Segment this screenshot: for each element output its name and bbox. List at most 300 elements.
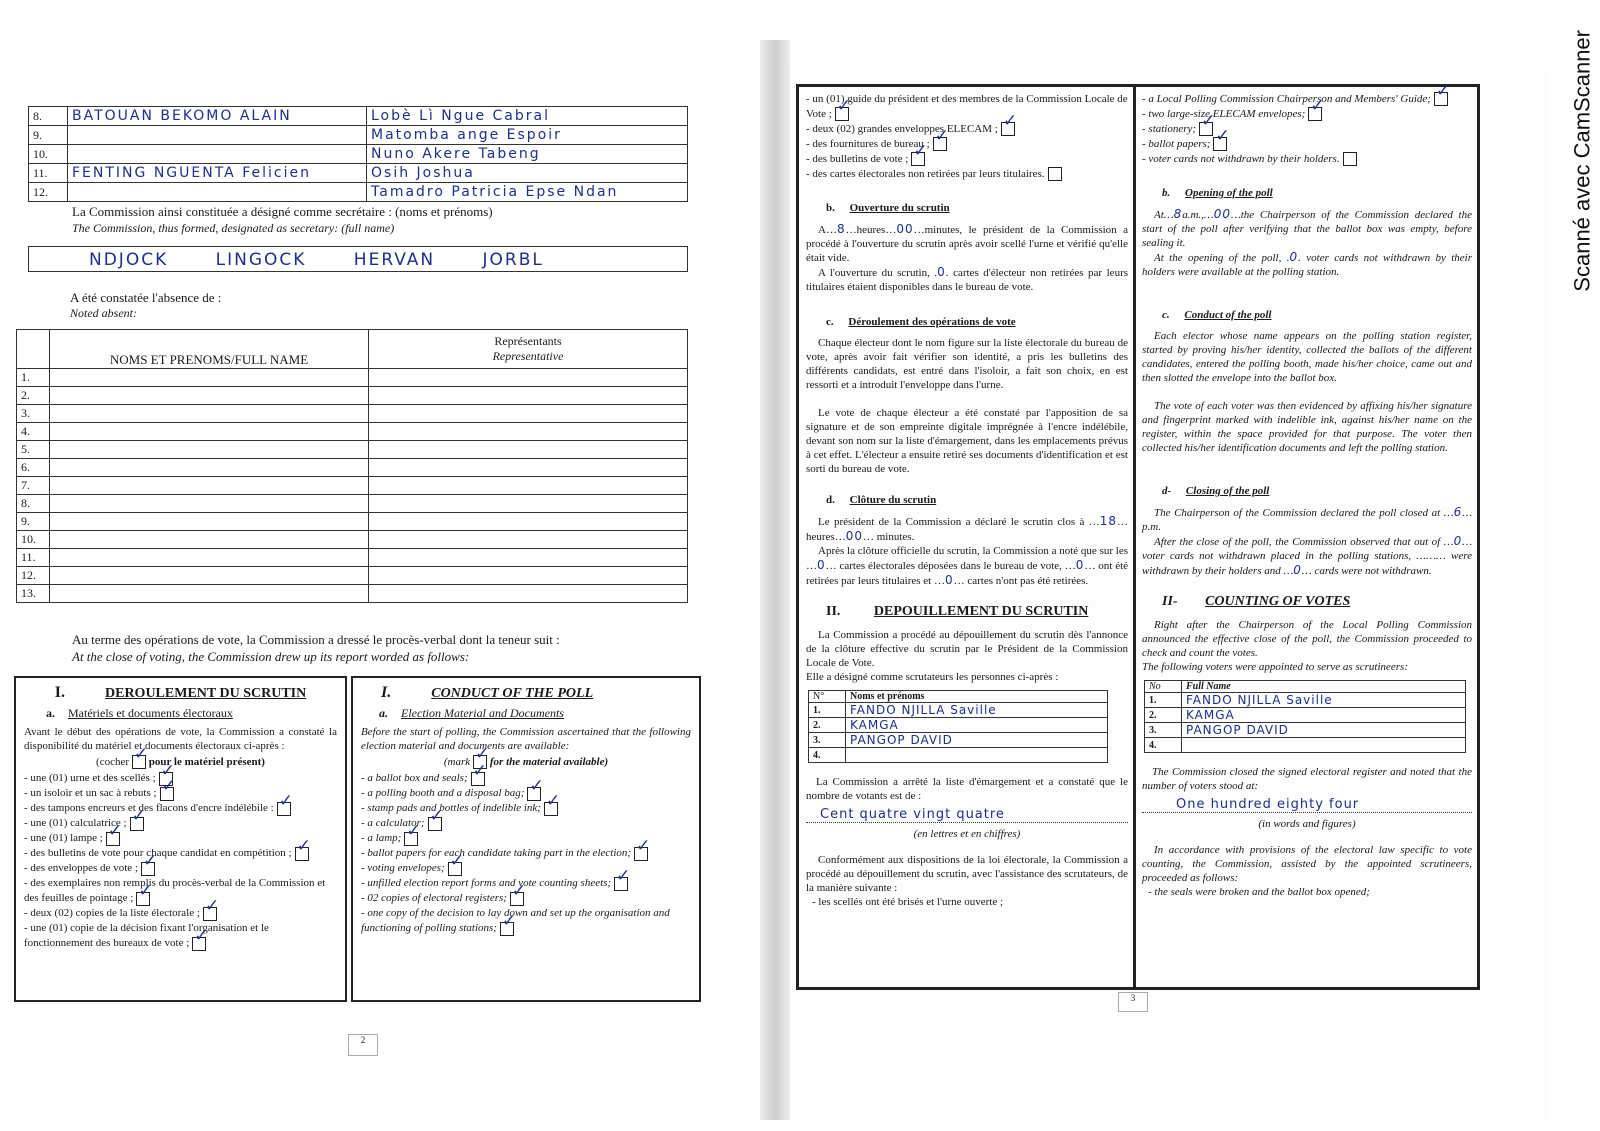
absent-row bbox=[17, 387, 688, 405]
secretary-label-en: The Commission, thus formed, designated as secretary: (full name) bbox=[72, 221, 395, 235]
secretary-label-fr: La Commission ainsi constituée a désigné comme secrétaire : (noms et prénoms) bbox=[72, 204, 493, 219]
checkbox-icon bbox=[634, 847, 648, 861]
scrutineers-table-fr bbox=[808, 690, 1108, 763]
member-name bbox=[68, 183, 367, 202]
material-item bbox=[806, 167, 1128, 182]
absent-row-rep bbox=[369, 459, 688, 477]
scrutineer-row bbox=[809, 733, 1108, 748]
material-item-label: - stamp pads and bottles of indelible ink; bbox=[361, 802, 541, 815]
scrutineer-row bbox=[809, 718, 1108, 733]
material-item-label: - une (01) calculatrice ; bbox=[24, 817, 127, 830]
absent-row bbox=[17, 459, 688, 477]
subsection-fr bbox=[46, 706, 337, 721]
member-num: 12. bbox=[29, 183, 68, 202]
member-num: 8. bbox=[29, 107, 68, 126]
scrutineer-name: FANDO NJILLA Saville bbox=[846, 703, 1108, 718]
voters-words-fr: Cent quatre vingt quatre bbox=[806, 807, 1128, 823]
absent-row-name bbox=[50, 459, 369, 477]
section-conduct-fr bbox=[14, 676, 347, 1002]
voters-hint-en: (in words and figures) bbox=[1258, 818, 1356, 830]
member-num: 10. bbox=[29, 145, 68, 164]
absent-header-rep-fr: Représentants bbox=[494, 334, 562, 348]
checkbox-icon bbox=[203, 907, 217, 921]
member-party: Lobè Lì Ngue Cabral bbox=[367, 107, 688, 126]
opening-minutes-fr: 00 bbox=[896, 222, 914, 236]
members-table bbox=[28, 106, 688, 202]
closing-heading-fr bbox=[806, 494, 1128, 506]
scrutineers-h1-en: No bbox=[1145, 681, 1182, 693]
material-item bbox=[24, 846, 337, 861]
material-item bbox=[806, 152, 1128, 167]
closing-fr-a: Le président de la Commission a déclaré le scrutin clos à bbox=[818, 516, 1085, 528]
absent-row bbox=[17, 585, 688, 603]
material-item bbox=[1142, 92, 1472, 107]
absent-row bbox=[17, 369, 688, 387]
absent-row-rep bbox=[369, 441, 688, 459]
absent-table bbox=[16, 329, 688, 603]
member-party: Matomba ange Espoir bbox=[367, 126, 688, 145]
material-item-label: - unfilled election report forms and vote counting sheets; bbox=[361, 877, 612, 890]
scrutineer-num: 1. bbox=[1145, 693, 1182, 708]
subsection-en bbox=[379, 706, 691, 721]
checkbox-icon bbox=[1308, 107, 1322, 121]
counting-p5-en: - the seals were broken and the ballot box opened; bbox=[1148, 886, 1370, 898]
absent-row-name bbox=[50, 495, 369, 513]
material-item-label: - voting envelopes; bbox=[361, 862, 445, 875]
absent-row-num: 9. bbox=[17, 513, 50, 531]
scrutineer-name: KAMGA bbox=[846, 718, 1108, 733]
material-item-label: - des fournitures de bureau ; bbox=[806, 138, 930, 150]
counting-p5-fr: - les scellés ont été brisés et l'urne ouverte ; bbox=[812, 896, 1004, 908]
checkbox-icon bbox=[1048, 167, 1062, 181]
counting-heading-fr bbox=[806, 604, 1128, 620]
opening-label-fr: b. bbox=[826, 202, 835, 214]
absent-row-rep bbox=[369, 405, 688, 423]
absent-row-name bbox=[50, 549, 369, 567]
closing-en-d: voter cards not withdrawn placed in the polling stations, bbox=[1142, 550, 1412, 562]
closing-text-en: At the close of voting, the Commission drew up its report worded as follows: bbox=[72, 649, 470, 664]
checkbox-icon bbox=[933, 137, 947, 151]
tick-hint-en-a: (mark bbox=[443, 756, 471, 768]
member-party: Nuno Akere Tabeng bbox=[367, 145, 688, 164]
scrutineer-row bbox=[1145, 693, 1466, 708]
opening-text-en: At…8a.m.,…00…the Chairperson of the Commission declared the start of the poll after verifying that the ballot box was empty, before sealing it. bbox=[1142, 207, 1472, 249]
closing-heading-en bbox=[1142, 485, 1472, 497]
voters-hint-fr: (en lettres et en chiffres) bbox=[913, 828, 1021, 840]
scrutineer-num: 3. bbox=[809, 733, 846, 748]
conduct-p1-fr: Chaque électeur dont le nom figure sur la liste électorale du bureau de vote, après avoir fait vérifier son identité, a pris les bulletins des différents candidats, est entré dans l'isoloir, a fait son choix, en est ressorti et a introduit l'enveloppe dans l'urne. bbox=[806, 337, 1128, 391]
opening-heading-en bbox=[1142, 187, 1472, 199]
material-item-label: - des enveloppes de vote ; bbox=[24, 862, 138, 875]
secretary-box bbox=[28, 246, 688, 272]
closing-minutes-fr: 00 bbox=[845, 529, 863, 543]
material-item-label: - deux (02) grandes enveloppes ELECAM ; bbox=[806, 123, 998, 135]
absent-row-rep bbox=[369, 567, 688, 585]
absent-row-rep bbox=[369, 549, 688, 567]
closing-n2-fr: 0 bbox=[1075, 558, 1085, 572]
closing-text-fr: Au terme des opérations de vote, la Commission a dressé le procès-verbal dont la teneur suit : bbox=[72, 632, 560, 647]
material-item bbox=[806, 92, 1128, 122]
section-num-fr: I. bbox=[54, 684, 65, 701]
material-item-label: - a calculator; bbox=[361, 817, 425, 830]
conduct-p2-fr: Le vote de chaque électeur a été constaté par l'apposition de sa signature et de son empreinte digitale imprégnée à l'encre indélébile, devant son nom sur la liste d'émargement, dans les emplacements prévus à cet effet. L'électeur a ensuite retiré ses documents d'identification et est sorti du bureau de vote. bbox=[806, 407, 1128, 475]
member-row bbox=[29, 183, 688, 202]
section-heading-en: CONDUCT OF THE POLL bbox=[431, 686, 594, 701]
material-item bbox=[806, 122, 1128, 137]
absent-row bbox=[17, 441, 688, 459]
scrutineers-h2-fr: Noms et prénoms bbox=[846, 691, 1108, 703]
closing-fr-g: cartes n'ont pas été retirées. bbox=[967, 575, 1089, 587]
closing-n1-en: 0 bbox=[1453, 534, 1463, 548]
closing-hour-fr: 18 bbox=[1099, 514, 1117, 528]
material-item-label: - 02 copies of electoral registers; bbox=[361, 892, 507, 905]
counting-p1-fr: La Commission a procédé au dépouillement du scrutin dès l'annonce de la clôture effective du scrutin par le Président de la Commission Locale de Vote. bbox=[806, 629, 1128, 669]
counting-p4-en: In accordance with provisions of the electoral law specific to vote counting, the Commission, assisted by the appointed scrutineers, proceeded as follows: bbox=[1142, 844, 1472, 884]
section-title-en bbox=[361, 684, 691, 702]
material-item-label: - ballot papers; bbox=[1142, 138, 1211, 150]
absent-header-rep bbox=[369, 330, 688, 369]
scrutineer-num: 2. bbox=[809, 718, 846, 733]
checkbox-icon bbox=[132, 755, 146, 769]
checkbox-icon bbox=[141, 862, 155, 876]
closing-en-a: The Chairperson of the Commission declared the poll closed at bbox=[1154, 507, 1441, 519]
member-party: Osih Joshua bbox=[367, 164, 688, 183]
member-party: Tamadro Patricia Epse Ndan bbox=[367, 183, 688, 202]
closing-n1-fr: 0 bbox=[817, 558, 826, 572]
absent-row-num: 11. bbox=[17, 549, 50, 567]
voters-words-en: One hundred eighty four bbox=[1142, 797, 1472, 813]
section-conduct-en bbox=[351, 676, 701, 1002]
opening-en-t3: the Chairperson of the Commission declared the start of the poll after verifying that the ballot box was empty, before sealing it. bbox=[1142, 209, 1472, 249]
absent-row bbox=[17, 513, 688, 531]
scrutineer-row bbox=[809, 748, 1108, 763]
checkbox-icon bbox=[1213, 137, 1227, 151]
absent-label-fr: A été constatée l'absence de : bbox=[70, 290, 222, 305]
closing-n3-fr: 0 bbox=[944, 573, 954, 587]
tick-hint-fr-a: (cocher bbox=[96, 756, 130, 768]
closing-p2-en: After the close of the poll, the Commission observed that out of …0… voter cards not withdrawn placed in the polling stations, ……… were withdrawn by their holders and …0… cards were not withdrawn. bbox=[1142, 534, 1473, 577]
closing-en-f: cards were not withdrawn. bbox=[1314, 565, 1432, 577]
absent-row-num: 6. bbox=[17, 459, 50, 477]
material-list-en-cont bbox=[1142, 92, 1472, 167]
absent-row-rep bbox=[369, 369, 688, 387]
subsection-title-en: Election Material and Documents bbox=[401, 706, 564, 720]
checkbox-icon bbox=[428, 817, 442, 831]
checkbox-icon bbox=[835, 107, 849, 121]
counting-num-en: II- bbox=[1162, 594, 1178, 609]
member-name: FENTING NGUENTA Felicien bbox=[68, 164, 367, 183]
material-item bbox=[361, 786, 691, 801]
tick-hint-fr-b: pour le matériel présent) bbox=[148, 756, 265, 768]
absent-row-name bbox=[50, 567, 369, 585]
material-item-label: - un (01) guide du président et des membres de la Commission Locale de Vote ; bbox=[806, 93, 1128, 120]
scrutineer-num: 3. bbox=[1145, 723, 1182, 738]
member-row bbox=[29, 126, 688, 145]
conduct-p1-en: Each elector whose name appears on the polling station register, started by proving his/her identity, collected the ballots of the different candidates, entered the polling booth, made his/her choice, came out and then slotted the envelope into the ballot box. bbox=[1142, 330, 1472, 384]
opening-minutes-en: 00 bbox=[1213, 207, 1231, 221]
scrutineer-row bbox=[1145, 708, 1466, 723]
opening-title-en: Opening of the poll bbox=[1185, 187, 1273, 199]
absent-row-rep bbox=[369, 531, 688, 549]
material-item-label: - des tampons encreurs et des flacons d'encre indélébile : bbox=[24, 802, 274, 815]
closing-title-en: Closing of the poll bbox=[1185, 485, 1270, 497]
material-item bbox=[361, 801, 691, 816]
scrutineer-num: 1. bbox=[809, 703, 846, 718]
absent-row-name bbox=[50, 369, 369, 387]
opening-cards-count-en: 0 bbox=[1289, 250, 1299, 264]
material-item bbox=[361, 846, 691, 861]
material-item bbox=[24, 771, 337, 786]
opening-en-t1: At bbox=[1154, 209, 1164, 221]
absent-row-num: 10. bbox=[17, 531, 50, 549]
intro-fr: Avant le début des opérations de vote, la Commission a constaté la disponibilité du matériel et documents électoraux ci-après : bbox=[24, 726, 337, 752]
material-item-label: - une (01) urne et des scellés ; bbox=[24, 772, 156, 785]
material-item-label: - des exemplaires non remplis du procès-verbal de la Commission et des feuilles de pointage ; bbox=[24, 877, 326, 905]
absent-row-num: 7. bbox=[17, 477, 50, 495]
counting-p1-en: Right after the Chairperson of the Local Polling Commission announced the effective close of the poll, the Commission proceeded to check and count the votes. bbox=[1142, 619, 1472, 659]
scrutineers-h1-fr: N° bbox=[809, 691, 846, 703]
counting-p3-fr: La Commission a arrêté la liste d'émargement et a constaté que le nombre de votants est de : bbox=[806, 776, 1128, 802]
opening-en-t4: At the opening of the poll, bbox=[1154, 252, 1282, 264]
checkbox-icon bbox=[136, 892, 150, 906]
absent-row-rep bbox=[369, 495, 688, 513]
opening-heading-fr bbox=[806, 202, 1128, 214]
scrutineer-num: 4. bbox=[1145, 738, 1182, 753]
absent-row-name bbox=[50, 423, 369, 441]
material-item bbox=[24, 831, 337, 846]
closing-fr-d: Après la clôture officielle du scrutin, la Commission a noté que sur les bbox=[818, 545, 1128, 557]
page-number-right: 3 bbox=[1118, 992, 1148, 1012]
member-name: BATOUAN BEKOMO ALAIN bbox=[68, 107, 367, 126]
material-item-label: - ballot papers for each candidate taking part in the election; bbox=[361, 847, 632, 860]
material-list-en bbox=[361, 771, 691, 936]
closing-en-b: p.m. bbox=[1142, 521, 1161, 533]
material-list-fr bbox=[24, 771, 337, 951]
material-item bbox=[1142, 107, 1472, 122]
material-item-label: - one copy of the decision to lay down and set up the organisation and functioning of polling stations; bbox=[361, 907, 670, 935]
checkbox-icon bbox=[471, 772, 485, 786]
checkbox-icon bbox=[911, 152, 925, 166]
opening-fr-t2: heures bbox=[856, 224, 886, 236]
material-item bbox=[361, 891, 691, 906]
material-item bbox=[24, 876, 337, 906]
closing-title-fr: Clôture du scrutin bbox=[849, 494, 937, 506]
absent-row-name bbox=[50, 387, 369, 405]
absent-row bbox=[17, 405, 688, 423]
counting-title-fr: DEPOUILLEMENT DU SCRUTIN bbox=[873, 604, 1089, 619]
checkbox-icon bbox=[1199, 122, 1213, 136]
right-col-fr bbox=[806, 92, 1128, 909]
scrutineer-name: FANDO NJILLA Saville bbox=[1182, 693, 1466, 708]
opening-en-t2: a.m., bbox=[1182, 209, 1204, 221]
closing-p1-en: The Chairperson of the Commission declared the poll closed at …6… p.m. bbox=[1142, 505, 1473, 533]
checkbox-icon bbox=[544, 802, 558, 816]
opening-title-fr: Ouverture du scrutin bbox=[849, 202, 950, 214]
absent-header-name: NOMS ET PRENOMS/FULL NAME bbox=[50, 330, 369, 369]
section-title-fr bbox=[24, 684, 337, 702]
absent-row-name bbox=[50, 513, 369, 531]
checkbox-icon bbox=[527, 787, 541, 801]
member-num: 9. bbox=[29, 126, 68, 145]
opening-cards-fr: A l'ouverture du scrutin, .0. cartes d'électeur non retirées par leurs titulaires étaient disponibles dans le bureau de vote. bbox=[806, 265, 1129, 293]
material-item-label: - une (01) copie de la décision fixant l'organisation et le fonctionnement des bureaux de vote ; bbox=[24, 922, 269, 950]
checkbox-icon bbox=[500, 922, 514, 936]
tick-hint-en-b: for the material available) bbox=[489, 756, 609, 768]
absent-row bbox=[17, 423, 688, 441]
absent-row bbox=[17, 495, 688, 513]
counting-p2-fr: Elle a désigné comme scrutateurs les personnes ci-après : bbox=[806, 671, 1059, 683]
absent-row-num: 2. bbox=[17, 387, 50, 405]
checkbox-icon bbox=[130, 817, 144, 831]
tick-hint-en bbox=[361, 755, 691, 769]
material-item-label: - une (01) lampe ; bbox=[24, 832, 103, 845]
checkbox-icon bbox=[1343, 152, 1357, 166]
absent-label-en: Noted absent: bbox=[70, 306, 137, 320]
absent-row-num: 3. bbox=[17, 405, 50, 423]
opening-label-en: b. bbox=[1162, 187, 1171, 199]
absent-row-rep bbox=[369, 477, 688, 495]
member-num: 11. bbox=[29, 164, 68, 183]
checkbox-icon bbox=[448, 862, 462, 876]
opening-hour-en: 8 bbox=[1173, 207, 1183, 221]
closing-fr-f: ont été retirées par leurs titulaires et bbox=[806, 560, 1129, 587]
member-row bbox=[29, 164, 688, 183]
absent-row-num: 4. bbox=[17, 423, 50, 441]
absent-row-num: 12. bbox=[17, 567, 50, 585]
checkbox-icon bbox=[277, 802, 291, 816]
closing-fr-e: cartes électorales déposées dans le bureau de vote, bbox=[839, 560, 1062, 572]
opening-cards-count-fr: 0 bbox=[937, 265, 946, 279]
absent-row bbox=[17, 567, 688, 585]
checkbox-icon bbox=[1434, 92, 1448, 106]
member-row bbox=[29, 145, 688, 164]
material-item bbox=[1142, 122, 1472, 137]
book-gutter bbox=[760, 40, 790, 1120]
scrutineer-row bbox=[1145, 723, 1466, 738]
checkbox-icon bbox=[192, 937, 206, 951]
absent-row-num: 8. bbox=[17, 495, 50, 513]
material-item-label: - des bulletins de vote pour chaque candidat en compétition ; bbox=[24, 847, 292, 860]
checkbox-icon bbox=[614, 877, 628, 891]
conduct-heading-fr bbox=[806, 316, 1128, 328]
material-list-fr-cont bbox=[806, 92, 1128, 182]
subsection-num-en: a. bbox=[379, 706, 388, 720]
subsection-num-fr: a. bbox=[46, 706, 55, 720]
scrutineer-name: PANGOP DAVID bbox=[846, 733, 1108, 748]
absent-row-rep bbox=[369, 423, 688, 441]
closing-fr-b: heures bbox=[806, 531, 835, 543]
material-item-label: - voter cards not withdrawn by their holders. bbox=[1142, 153, 1340, 165]
section-num-en: I. bbox=[381, 684, 392, 701]
counting-p3-en: The Commission closed the signed electoral register and noted that the number of voters stood at: bbox=[1142, 766, 1472, 792]
absent-row-name bbox=[50, 405, 369, 423]
opening-fr-t4: A l'ouverture du scrutin, bbox=[818, 267, 930, 279]
subsection-title-fr: Matériels et documents électoraux bbox=[68, 706, 233, 720]
material-item-label: - a ballot box and seals; bbox=[361, 772, 468, 785]
opening-fr-t5: cartes d'électeur non retirées par leurs titulaires étaient disponibles dans le bureau de vote. bbox=[806, 267, 1129, 293]
material-item-label: - deux (02) copies de la liste électorale ; bbox=[24, 907, 200, 920]
right-col-en bbox=[1142, 92, 1472, 899]
opening-fr-t1: A bbox=[818, 224, 826, 236]
scrutineers-table-en bbox=[1144, 680, 1466, 753]
closing-en-e: were withdrawn by their holders and bbox=[1142, 550, 1473, 577]
closing-en-c: After the close of the poll, the Commission observed that out of bbox=[1154, 536, 1441, 548]
material-item bbox=[361, 771, 691, 786]
member-name bbox=[68, 145, 367, 164]
scrutineer-row bbox=[1145, 738, 1466, 753]
left-page bbox=[0, 40, 760, 1120]
intro-en: Before the start of polling, the Commission ascertained that the following election material and documents are available: bbox=[361, 726, 691, 752]
material-item bbox=[1142, 152, 1472, 167]
scrutineer-row bbox=[809, 703, 1108, 718]
absent-row-num: 5. bbox=[17, 441, 50, 459]
absent-row bbox=[17, 477, 688, 495]
conduct-title-fr: Déroulement des opérations de vote bbox=[848, 316, 1016, 328]
material-item bbox=[24, 921, 337, 951]
checkbox-icon bbox=[404, 832, 418, 846]
camscanner-watermark: Scanné avec CamScanner bbox=[1570, 30, 1595, 292]
material-item-label: - des cartes électorales non retirées par leurs titulaires. bbox=[806, 168, 1045, 180]
conduct-label-en: c. bbox=[1162, 309, 1170, 321]
column-divider bbox=[1133, 84, 1136, 990]
material-item-label: - stationery; bbox=[1142, 123, 1197, 135]
scrutineer-name: PANGOP DAVID bbox=[1182, 723, 1466, 738]
checkbox-icon bbox=[160, 787, 174, 801]
material-item bbox=[361, 906, 691, 936]
absent-row-rep bbox=[369, 585, 688, 603]
opening-en-t5: voter cards not withdrawn by their holders were available at the polling station. bbox=[1142, 252, 1473, 278]
opening-hour-fr: 8 bbox=[836, 222, 846, 236]
closing-p2-fr: Après la clôture officielle du scrutin, la Commission a noté que sur les …0… cartes électorales déposées dans le bureau de vote, …0… ont été retirées par leurs titulaires et …0… cartes n'ont pas été retirées. bbox=[806, 545, 1129, 587]
closing-fr-c: minutes. bbox=[876, 531, 915, 543]
closing-label-en: d- bbox=[1162, 485, 1172, 497]
checkbox-icon bbox=[295, 847, 309, 861]
material-item bbox=[806, 137, 1128, 152]
scrutineer-num: 4. bbox=[809, 748, 846, 763]
checkbox-icon bbox=[1001, 122, 1015, 136]
material-item-label: - a polling booth and a disposal bag; bbox=[361, 787, 525, 800]
checkbox-icon bbox=[106, 832, 120, 846]
closing-hour-en: 6 bbox=[1453, 505, 1463, 519]
counting-num-fr: II. bbox=[826, 604, 841, 619]
scrutineer-name bbox=[1182, 738, 1466, 753]
material-item-label: - a lamp; bbox=[361, 832, 402, 845]
section-heading-fr: DEROULEMENT DU SCRUTIN bbox=[105, 686, 307, 701]
opening-text-fr: A…8…heures…00…minutes, le président de la Commission a procédé à l'ouverture du scrutin après avoir scellé l'urne et vérifié qu'elle était vide. bbox=[806, 222, 1128, 264]
member-row bbox=[29, 107, 688, 126]
material-item bbox=[24, 906, 337, 921]
closing-p1-fr: Le président de la Commission a déclaré le scrutin clos à …18…heures…00… minutes. bbox=[806, 514, 1128, 543]
material-item bbox=[24, 816, 337, 831]
material-item-label: - two large-size ELECAM envelopes; bbox=[1142, 108, 1306, 120]
absent-row-name bbox=[50, 585, 369, 603]
material-item-label: - a Local Polling Commission Chairperson and Members' Guide; bbox=[1142, 93, 1431, 105]
absent-row-name bbox=[50, 441, 369, 459]
absent-header-rep-en: Representative bbox=[492, 349, 564, 363]
scrutineer-name: KAMGA bbox=[1182, 708, 1466, 723]
material-item-label: - un isoloir et un sac à rebuts ; bbox=[24, 787, 157, 800]
absent-row-num: 1. bbox=[17, 369, 50, 387]
scrutineer-name bbox=[846, 748, 1108, 763]
absent-row-num: 13. bbox=[17, 585, 50, 603]
scrutineer-num: 2. bbox=[1145, 708, 1182, 723]
material-item bbox=[1142, 137, 1472, 152]
material-item bbox=[24, 801, 337, 816]
absent-row-rep bbox=[369, 513, 688, 531]
counting-p2-en: The following voters were appointed to serve as scrutineers: bbox=[1142, 661, 1409, 673]
absent-row-name bbox=[50, 477, 369, 495]
material-item bbox=[24, 861, 337, 876]
